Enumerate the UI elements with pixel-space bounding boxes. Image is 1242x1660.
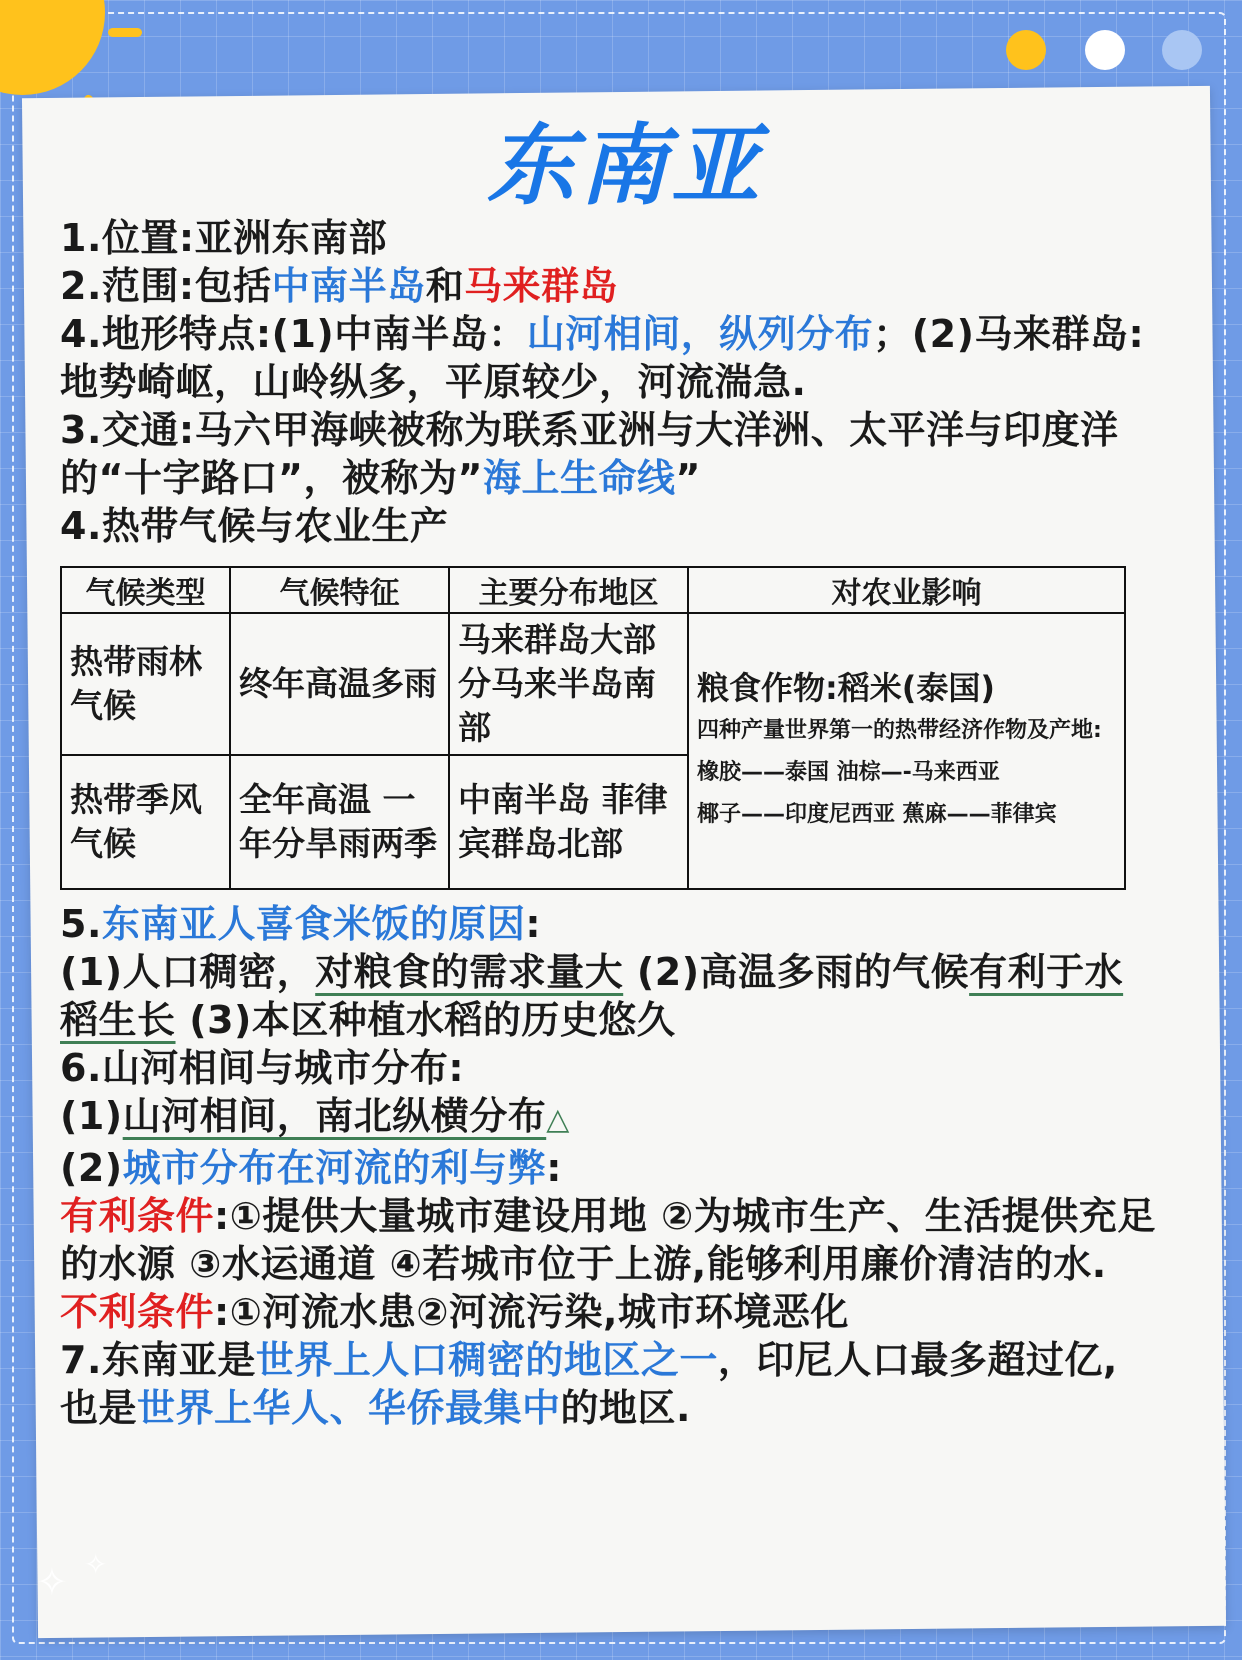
malay-archipelago: 马来群岛	[464, 264, 619, 309]
city-heading: 6.山河相间与城市分布:	[60, 1046, 465, 1091]
terrain-line-2: 地势崎岖，山岭纵多，平原较少，河流湍急.	[60, 360, 807, 405]
table-cell: 热带季风气候	[61, 755, 230, 889]
table-header: 主要分布地区	[449, 567, 688, 613]
city-point-1: (1)山河相间，南北纵横分布△	[60, 1094, 570, 1139]
crops-title-text: 四种产量世界第一的热带经济作物及产地:	[697, 718, 1102, 744]
favorable-conditions: 有利条件:①提供大量城市建设用地 ②为城市生产、生活提供充足的水源 ③水运通道 ④若城市位于上游,能够利用廉价清洁的水.	[60, 1194, 1156, 1287]
location-line: 1.位置:亚洲东南部	[60, 216, 388, 261]
sparkle-icon: ✧	[84, 1548, 108, 1581]
table-header-row	[61, 567, 1125, 613]
table-cell: 全年高温 一年分旱雨两季	[230, 755, 449, 889]
crops-text-1: 橡胶——泰国 油棕—-马来西亚	[697, 760, 1000, 786]
climate-table	[60, 566, 1126, 890]
indochina-peninsula: 中南半岛	[271, 264, 426, 309]
underlined-phrase: 山河相间，南北纵横分布	[122, 1094, 547, 1139]
sparkle-icon: ✧	[36, 1560, 68, 1604]
traffic-line: 3.交通:马六甲海峡被称为联系亚洲与大洋洲、太平洋与印度洋	[60, 408, 1119, 453]
unfavorable-label: 不利条件	[60, 1290, 215, 1335]
triangle-icon: △	[546, 1102, 570, 1138]
table-cell: 终年高温多雨	[230, 613, 449, 755]
sun-ray-icon	[108, 28, 142, 37]
climate-heading: 4.热带气候与农业生产	[60, 504, 449, 549]
rice-reason-heading: 5.东南亚人喜食米饭的原因:	[60, 902, 542, 947]
white-dot-icon	[1085, 30, 1125, 70]
favorable-label: 有利条件	[60, 1194, 215, 1239]
overseas-chinese-highlight: 世界上华人、华侨最集中	[137, 1386, 561, 1431]
table-header: 气候特征	[230, 567, 449, 613]
lifeline-highlight: 海上生命线	[482, 456, 676, 501]
agriculture-effect-cell	[688, 613, 1125, 889]
table-cell: 热带雨林气候	[61, 613, 230, 755]
underlined-phrase: 有利于水	[969, 950, 1124, 995]
population-line-2: 也是世界上华人、华侨最集中的地区.	[60, 1386, 691, 1431]
crops-text-2: 椰子——印度尼西亚 蕉麻——菲律宾	[697, 802, 1057, 828]
page-title: 东南亚	[486, 114, 763, 217]
table-row	[61, 613, 1125, 755]
table-header: 对农业影响	[688, 567, 1125, 613]
rice-reason-line: (1)人口稠密，对粮食的需求量大 (2)高温多雨的气候有利于水	[60, 950, 1124, 995]
table-header: 气候类型	[61, 567, 230, 613]
light-blue-dot-icon	[1162, 30, 1202, 70]
scope-line: 2.范围:包括中南半岛和马来群岛	[60, 264, 619, 309]
underlined-phrase: 稻生长	[60, 998, 176, 1043]
city-point-2: (2)城市分布在河流的利与弊:	[60, 1146, 562, 1191]
food-crop-text: 粮食作物:稻米(泰国)	[697, 669, 996, 708]
underlined-phrase: 对粮食的需求量大	[315, 950, 624, 995]
table-cell: 马来群岛大部分马来半岛南部	[449, 613, 688, 755]
rice-reason-line-2: 稻生长 (3)本区种植水稻的历史悠久	[60, 998, 676, 1043]
terrain-line: 4.地形特点:(1)中南半岛：山河相间，纵列分布；(2)马来群岛:	[60, 312, 1145, 357]
city-river-highlight: 城市分布在河流的利与弊	[122, 1146, 547, 1191]
main-content	[60, 114, 1190, 1432]
population-highlight: 世界上人口稠密的地区之一	[255, 1338, 718, 1383]
terrain-highlight: 山河相间，纵列分布	[526, 312, 874, 357]
unfavorable-conditions: 不利条件:①河流水患②河流污染,城市环境恶化	[60, 1290, 849, 1335]
rice-reason-highlight: 东南亚人喜食米饭的原因	[101, 902, 526, 947]
population-line: 7.东南亚是世界上人口稠密的地区之一，印尼人口最多超过亿,	[60, 1338, 1118, 1383]
table-cell: 中南半岛 菲律宾群岛北部	[449, 755, 688, 889]
traffic-line-2: 的“十字路口”，被称为”海上生命线”	[60, 456, 701, 501]
yellow-dot-icon	[1006, 30, 1046, 70]
